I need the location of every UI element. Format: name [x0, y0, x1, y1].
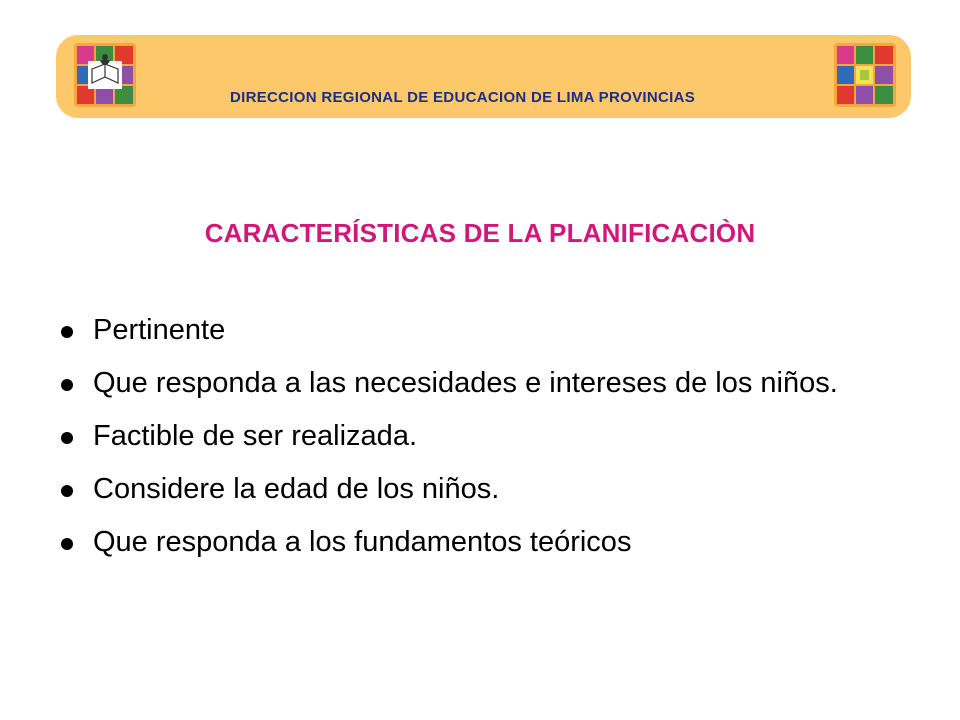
bullet-text: Considere la edad de los niños.: [93, 473, 500, 505]
bullet-text: Que responda a los fundamentos teóricos: [93, 526, 632, 558]
regional-education-emblem-icon: [74, 43, 136, 107]
colored-blocks-emblem-icon: [834, 43, 896, 107]
bullet-item: [58, 524, 898, 561]
slide-title: CARACTERÍSTICAS DE LA PLANIFICACIÒN: [204, 218, 756, 248]
bullet-dot-icon: [61, 326, 73, 338]
bullet-text: Pertinente: [93, 314, 226, 346]
bullet-dot-icon: [61, 432, 73, 444]
header-title: DIRECCION REGIONAL DE EDUCACION DE LIMA PROVINCIAS: [230, 89, 696, 106]
bullet-dot-icon: [61, 538, 73, 550]
bullet-text: Factible de ser realizada.: [93, 420, 417, 452]
bullet-item: [58, 418, 898, 455]
bullet-dot-icon: [61, 485, 73, 497]
bullet-dot-icon: [61, 379, 73, 391]
bullet-text: Que responda a las necesidades e intereses de los niños.: [93, 367, 838, 399]
bullet-item: [58, 471, 898, 508]
header-banner: [56, 35, 911, 118]
bullet-list: [58, 312, 898, 577]
bullet-item: [58, 312, 898, 349]
bullet-item: [58, 365, 898, 402]
